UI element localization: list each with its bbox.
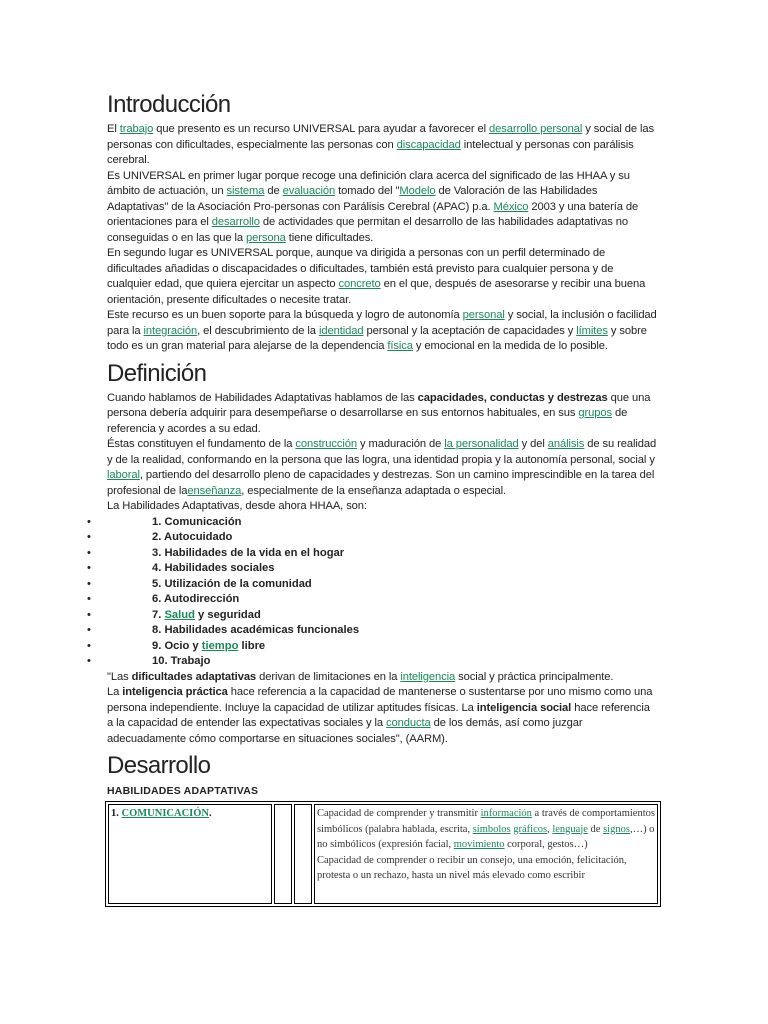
intro-paragraph-3: En segundo lugar es UNIVERSAL porque, aunque va dirigida a personas con un perfil determinado de dificultades añadidas o discapacidades o dificultades, también está previsto para cualquier persona y de cualquier edad, que quiera ejercitar un aspecto concreto en el que, después de asesorarse y recibir una buena orientación, presente dificultades o necesite tratar.: [107, 247, 646, 306]
text-link[interactable]: persona: [246, 231, 286, 244]
def-paragraph-2: Éstas constituyen el fundamento de la construcción y maduración de la personalidad y del análisis de su realidad y de la realidad, conformando en la persona que las logra, una identidad propia y la autonomía personal, social y laboral, partiendo del desarrollo pleno de capacidades y destrezas. Son un camino imprescindible en la tarea del profesional de laenseñanza, especialmente de la enseñanza adaptada o especial.: [107, 438, 657, 497]
def-paragraph-3: La Habilidades Adaptativas, desde ahora HHAA, son:: [107, 500, 367, 512]
text-link[interactable]: evaluación: [282, 185, 336, 197]
quote-paragraph-2: La inteligencia práctica hace referencia a la capacidad de mantenerse o sustentarse por uno mismo como una persona independiente. Incluye la capacidad de utilizar aptitudes físicas. La inteligencia social hace referencia a la capacidad de entender las expectativas sociales y la conducta de los demás, así como juzgar adecuadamente cómo comportarse en situaciones sociales", (AARM).: [107, 686, 653, 745]
text-link[interactable]: gráficos: [513, 823, 548, 835]
table-cell-skill: [108, 804, 272, 904]
text-link[interactable]: movimiento: [453, 839, 505, 850]
text-link[interactable]: límites: [576, 324, 608, 337]
bold-text: inteligencia social: [476, 701, 572, 714]
text-link[interactable]: tiempo: [201, 639, 239, 652]
section-title-introduccion: Introducción: [107, 91, 231, 118]
document-page: [87, 88, 657, 907]
text-link[interactable]: desarrollo personal: [489, 123, 583, 135]
list-item: • 8. Habilidades académicas funcionales: [107, 623, 657, 639]
bullet-icon: •: [87, 655, 91, 667]
text-link[interactable]: inteligencia: [400, 670, 456, 683]
text-link[interactable]: la personalidad: [444, 438, 519, 450]
list-item: • 10. Trabajo: [107, 654, 657, 670]
text-link[interactable]: trabajo: [119, 123, 154, 135]
text-link[interactable]: enseñanza: [187, 484, 242, 497]
bullet-icon: •: [87, 624, 91, 636]
text-link[interactable]: física: [387, 340, 413, 352]
list-item: • 3. Habilidades de la vida en el hogar: [107, 546, 657, 562]
text-link[interactable]: análisis: [547, 438, 585, 450]
text-link[interactable]: laboral: [107, 469, 140, 481]
table-cell-description: Capacidad de comprender y transmitir información a través de comportamientos simbólicos (palabra hablada, escrita, símbolos gráficos, lenguaje de signos,…) o no simbólicos (expresión facial, movimiento corporal, gestos…) Capacidad de comprender o recibir un consejo, una emoción, felicitación, protesta o un rechazo, hasta un nivel más elevado como escribir: [314, 804, 658, 904]
intro-paragraph-4: Este recurso es un buen soporte para la búsqueda y logro de autonomía personal y social, la inclusión o facilidad para la integración, el descubrimiento de la identidad personal y la aceptación de capacidades y límites y sobre todo es un gran material para alejarse de la dependencia física y emocional en la medida de lo posible.: [107, 309, 657, 352]
text-link[interactable]: identidad: [318, 324, 364, 337]
text-link[interactable]: desarrollo: [211, 216, 260, 228]
intro-paragraph-2: Es UNIVERSAL en primer lugar porque recoge una definición clara acerca del significado de las HHAA y su ámbito de actuación, un sistema de evaluación tomado del "Modelo de Valoración de las Habilidades Adaptativas" de la Asociación Pro-personas con Parálisis Cerebral (APAC) p.a. México 2003 y una batería de orientaciones para el desarrollo de actividades que permitan el desarrollo de las habilidades adaptativas no conseguidas o en las que la persona tiene dificultades.: [107, 169, 639, 244]
text-link[interactable]: sistema: [226, 185, 265, 197]
text-link[interactable]: integración: [143, 324, 198, 337]
text-link[interactable]: COMUNICACIÓN: [121, 808, 209, 819]
table-cell-empty: [274, 804, 292, 904]
list-item: • 1. Comunicación: [107, 515, 657, 531]
text-link[interactable]: personal: [462, 309, 505, 321]
bold-text: inteligencia práctica: [122, 686, 228, 698]
bullet-icon: •: [87, 562, 91, 574]
text-link[interactable]: Salud: [164, 608, 195, 621]
bullet-icon: •: [87, 531, 91, 543]
table-cell-empty: [294, 804, 312, 904]
bullet-icon: •: [87, 593, 91, 605]
bold-text: dificultades adaptativas: [131, 670, 257, 683]
text-link[interactable]: lenguaje: [552, 823, 588, 835]
list-item: • 9. Ocio y tiempo libre: [107, 639, 657, 655]
text-link[interactable]: México: [493, 200, 529, 213]
bullet-icon: •: [87, 577, 91, 590]
list-item: • 7. Salud y seguridad: [107, 608, 657, 624]
text-link[interactable]: información: [480, 808, 532, 819]
list-item: • 4. Habilidades sociales: [107, 561, 657, 577]
section-title-desarrollo: Desarrollo: [107, 752, 211, 779]
habilidades-list: [87, 515, 657, 670]
list-item: • 5. Utilización de la comunidad: [107, 577, 657, 593]
text-link[interactable]: símbolos: [472, 823, 511, 835]
table-subheading: HABILIDADES ADAPTATIVAS: [107, 785, 259, 797]
text-link[interactable]: construcción: [295, 438, 357, 450]
table-row: [108, 804, 658, 904]
bold-text: .: [209, 808, 212, 819]
bold-text: capacidades, conductas y destrezas: [417, 391, 608, 404]
text-link[interactable]: Modelo: [399, 185, 436, 197]
bullet-icon: •: [87, 639, 91, 652]
list-item: • 2. Autocuidado: [107, 530, 657, 546]
text-link[interactable]: concreto: [338, 278, 381, 290]
text-link[interactable]: grupos: [578, 407, 612, 419]
def-paragraph-1: Cuando hablamos de Habilidades Adaptativas hablamos de las capacidades, conductas y destrezas que una persona debería adquirir para desempeñarse o desarrollarse en sus entornos habituales, en sus grupos de referencia y acordes a su edad.: [107, 391, 651, 435]
section-title-definicion: Definición: [107, 359, 207, 387]
text-link[interactable]: conducta: [386, 717, 431, 729]
quote-paragraph-1: "Las dificultades adaptativas derivan de limitaciones en la inteligencia social y práctica principalmente.: [107, 670, 614, 683]
habilidades-table: [105, 801, 661, 907]
bullet-icon: •: [87, 608, 91, 621]
text-link[interactable]: discapacidad: [396, 138, 461, 151]
bold-text: 1.: [111, 808, 122, 819]
bullet-icon: •: [87, 546, 91, 559]
list-item: • 6. Autodirección: [107, 592, 657, 608]
text-link[interactable]: signos: [603, 823, 630, 835]
intro-paragraph-1: El trabajo que presento es un recurso UNIVERSAL para ayudar a favorecer el desarrollo personal y social de las personas con dificultades, especialmente las personas con discapacidad intelectual y personas con parálisis cerebral.: [107, 123, 655, 166]
bullet-icon: •: [87, 515, 91, 528]
